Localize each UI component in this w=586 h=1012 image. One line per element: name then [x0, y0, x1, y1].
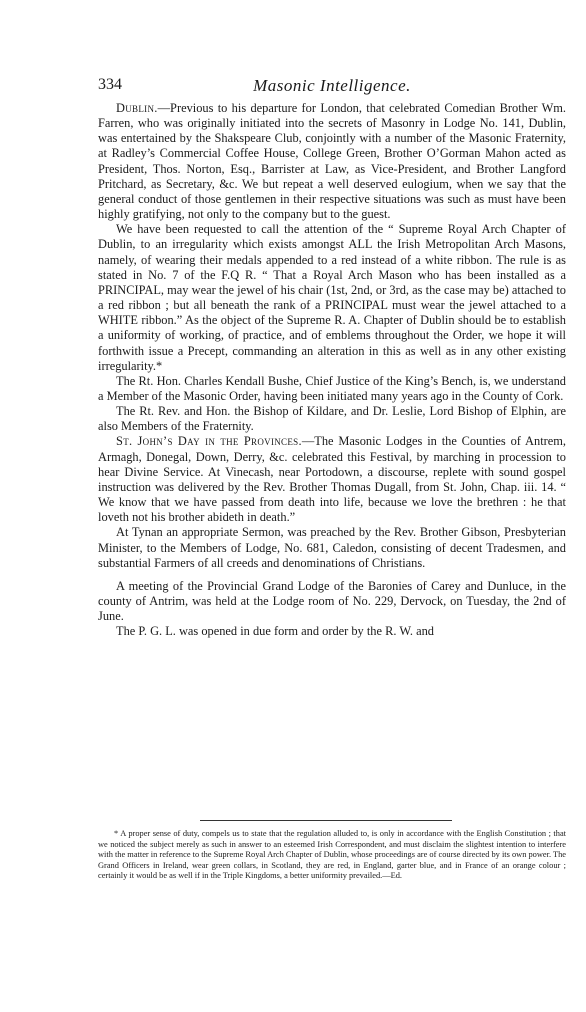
page-number: 334: [98, 76, 122, 93]
footnote: * A proper sense of duty, compels us to state that the regulation alluded to, is only in accordance with the English Constitution ; that we noticed the subject merely as such in answer to an esteemed Irish Correspondent, and must disclaim the slightest intention to interfere with the matter in reference to the Supreme Royal Arch Chapter of Dublin, whose proceedings are of course directed by its own power. The Grand Officers in Ireland, wear green collars, in Scotland, they are red, in England, garter blue, and in France of an orange colour ; certainly it would be as well if in the Triple Kingdoms, a better uniformity prevailed.—Ed.: [98, 829, 567, 880]
paragraph-text: At Tynan an appropriate Sermon, was preached by the Rev. Brother Gibson, Presbyterian Minister, to the Members of Lodge, No. 681, Caledon, consisting of decent Tradesmen, and substantial Farmers of all creeds and denominations of Christians.: [98, 525, 566, 570]
paragraph-text: The P. G. L. was opened in due form and order by the R. W. and: [116, 624, 434, 639]
running-title: Masonic Intelligence.: [253, 76, 411, 95]
paragraph-bishop: [98, 404, 566, 434]
paragraph-text: The Rt. Rev. and Hon. the Bishop of Kildare, and Dr. Leslie, Lord Bishop of Elphin, are also Members of the Fraternity.: [98, 404, 566, 434]
section-lead: St. John’s Day in the Provinces.: [116, 434, 302, 449]
paragraph-text: A meeting of the Provincial Grand Lodge of the Baronies of Carey and Dunluce, in the county of Antrim, was held at the Lodge room of No. 229, Dervock, on Tuesday, the 2nd of June.: [98, 578, 566, 624]
paragraph-tynan: [98, 525, 566, 570]
page-header: [98, 76, 566, 100]
paragraph-st-johns-day: [98, 434, 566, 525]
paragraph-chief-justice: [98, 374, 566, 404]
section-lead: Dublin.: [116, 101, 158, 115]
footnote-divider: [200, 820, 452, 821]
article-body: [98, 101, 566, 639]
paragraph-pgl-opened: [98, 624, 566, 639]
paragraph-text: We have been requested to call the attention of the “ Supreme Royal Arch Chapter of Dublin, to an irregularity which exists amongst ALL the Irish Metropolitan Arch Masons, namely, of wearing their medals appended to a red instead of a white ribbon. The rule is as stated in No. 7 of the F.Q R. “ That a Royal Arch Mason who has been installed as a PRINCIPAL, may wear the jewel of his chair (1st, 2nd, or 3rd, as the case may be) attached to a red ribbon ; but all beneath the rank of a PRINCIPAL must wear the jewel attached to a WHITE ribbon.” As the object of the Supreme R. A. Chapter of Dublin should be to establish a uniformity of working, of practice, and of emblems throughout the Order, we hope it will forthwith issue a Precept, commanding an alteration in this as well as in any other existing irregularity.*: [98, 222, 566, 373]
paragraph-royal-arch: [98, 222, 566, 374]
paragraph-text: —Previous to his departure for London, that celebrated Comedian Brother Wm. Farren, who was originally initiated into the secrets of Masonry in Lodge No. 141, Dublin, was entertained by the Shakspeare Club, conjointly with a number of the Masonic Fraternity, at Radley’s Commercial Coffee House, College Green, Brother O’Gorman Mahon acted as President, Thos. Norton, Esq., Barrister at Law, as Vice-President, and Brother Langford Pritchard, as Secretary, &c. We but repeat a well deserved eulogium, when we say that the general conduct of those gentlemen in their respective situations was such as must have been highly gratifying, not only to the company but to the guest.: [98, 101, 566, 222]
paragraph-provincial-meeting: [98, 579, 566, 624]
paragraph-text: The Rt. Hon. Charles Kendall Bushe, Chief Justice of the King’s Bench, is, we understand a Member of the Masonic Order, having been initiated many years ago in the County of Cork.: [98, 373, 566, 403]
paragraph-dublin: [98, 101, 566, 222]
paragraph-text: —The Masonic Lodges in the Counties of Antrem, Armagh, Donegal, Down, Derry, &c. celebrated this Festival, by marching in procession to hear Divine Service. At Vinecash, near Portodown, a discourse, replete with sound gospel instruction was delivered by the Rev. Brother Thomas Dugall, from St. John, Chap. iii. 14. “ We know that we have passed from death into life, because we love the brethren : he that loveth not his brother abideth in death.”: [98, 434, 566, 525]
